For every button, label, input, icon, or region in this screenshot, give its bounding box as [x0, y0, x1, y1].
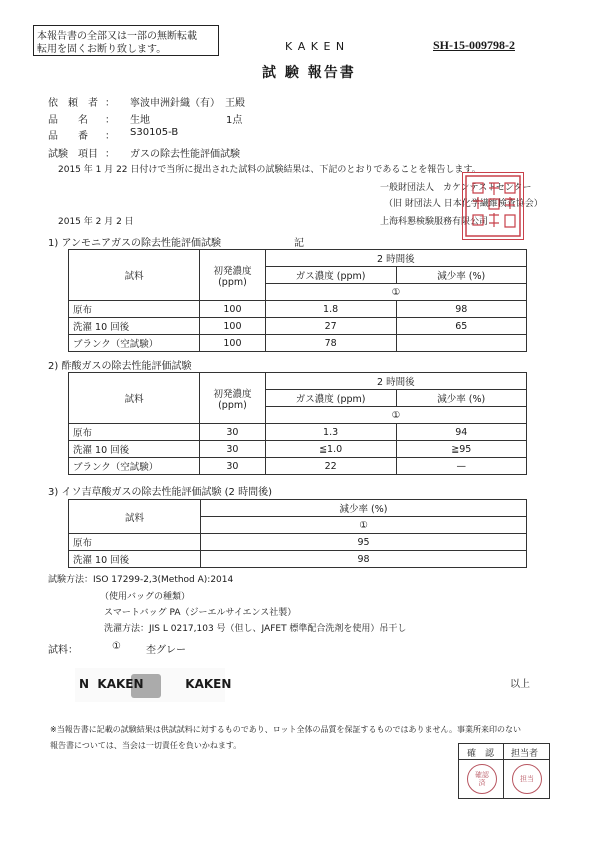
header-gas-conc: ガス濃度 (ppm) — [265, 267, 396, 284]
info-colon: ： — [105, 131, 115, 142]
issuer-branch: 上海科懇検験服務有限公司 — [380, 217, 489, 227]
table-row: 原布 95 — [69, 534, 527, 551]
report-date: 2015 年 2 月 2 日 — [58, 217, 134, 227]
info-value-number: S30105-B — [130, 127, 179, 138]
approval-confirm-label: 確 認 — [467, 749, 495, 759]
section2-title: 2) 酢酸ガスの除去性能評価試験 — [48, 361, 192, 372]
info-label-number: 品 番 — [48, 131, 88, 142]
footer-disclaimer-2: 報告書については、当会は一切責任を負いかねます。 — [50, 741, 242, 750]
table-row: 原布 30 1.3 94 — [69, 424, 527, 441]
notice-line-1: 本報告書の全部又は一部の無断転載 — [37, 31, 197, 42]
table-row: 洗濯 10 回後 30 ≦1.0 ≧95 — [69, 441, 527, 458]
method-bag-type-label: （使用バッグの種類） — [100, 592, 191, 602]
section1-title: 1) アンモニアガスの除去性能評価試験 — [48, 238, 221, 249]
info-value-test: ガスの除去性能評価試験 — [130, 149, 240, 160]
table-row: 洗濯 10 回後 100 27 65 — [69, 318, 527, 335]
intro-text: 2015 年 1 月 22 日付けで当所に提出された試料の試験結果は、下記のとおりであることを報告します。 — [58, 165, 481, 175]
acetic-acid-table — [68, 372, 527, 475]
table-row: ブランク（空試験） 100 78 — [69, 335, 527, 352]
approval-box — [458, 743, 550, 799]
sample-marker: ① — [112, 641, 121, 652]
header-initial-conc: 初発濃度 (ppm) — [200, 250, 265, 301]
table-row: ブランク（空試験） 30 22 — — [69, 458, 527, 475]
info-colon: ： — [105, 149, 115, 160]
header-initial-conc: 初発濃度 (ppm) — [200, 373, 265, 424]
header-gas-conc: ガス濃度 (ppm) — [265, 390, 396, 407]
approval-divider — [459, 759, 549, 760]
approval-person-label: 担当者 — [511, 749, 539, 759]
header-sample: 試料 — [69, 500, 201, 534]
document-title: 試 験 報告書 — [262, 65, 356, 81]
header-reduction: 減少率 (%) — [396, 267, 526, 284]
method-bag-type: スマートバッグ PA（ジーエルサイエンス社製） — [104, 608, 297, 618]
org-name: K A K E N — [285, 40, 346, 53]
notice-line-2: 転用を固くお断り致します。 — [37, 44, 167, 55]
info-label-client: 依 頼 者 — [48, 98, 98, 109]
method-washing: 洗濯方法：JIS L 0217,103 号（但し、JAFET 標準配合洗剤を使用）吊干し — [104, 624, 407, 634]
header-time: 2 時間後 — [265, 250, 526, 267]
info-colon: ： — [105, 115, 115, 126]
issuer-former: （旧 財団法人 日本化学繊維検査協会） — [384, 199, 543, 209]
end-mark: 以上 — [510, 679, 530, 690]
official-seal — [462, 172, 524, 240]
header-sample: 試料 — [69, 373, 200, 424]
approval-divider — [503, 744, 504, 798]
person-stamp: 担当 — [512, 764, 542, 794]
isovaleric-acid-table — [68, 499, 527, 568]
header-reduction: 減少率 (%) — [396, 390, 526, 407]
fabric-label-sample — [75, 668, 232, 702]
header-sample-marker: ① — [265, 284, 526, 301]
section3-title: 3) イソ吉草酸ガスの除去性能評価試験 (2 時間後) — [48, 487, 272, 498]
method-standard: 試験方法：ISO 17299-2,3(Method A):2014 — [48, 575, 234, 585]
footer-disclaimer-1: ※当報告書に記載の試験結果は供試試料に対するものであり、ロット全体の品質を保証するものではありません。事業所来印のない — [50, 725, 522, 734]
header-sample-marker: ① — [265, 407, 526, 424]
seal-graphic — [463, 173, 523, 239]
header-sample-marker: ① — [201, 517, 527, 534]
fabric-label-text: N KAKEN KAKEN — [79, 677, 232, 691]
header-reduction: 減少率 (%) — [201, 500, 527, 517]
confirm-stamp: 確認 済 — [467, 764, 497, 794]
info-label-item: 品 名 — [48, 115, 88, 126]
sample-label: 試料： — [48, 645, 78, 656]
table-row: 洗濯 10 回後 98 — [69, 551, 527, 568]
table-row: 原布 100 1.8 98 — [69, 301, 527, 318]
ammonia-table — [68, 249, 527, 352]
header-sample: 試料 — [69, 250, 200, 301]
ki-mark: 記 — [294, 238, 304, 249]
issuer-name: 一般財団法人 カケンテストセンター — [380, 183, 532, 193]
info-colon: ： — [105, 98, 115, 109]
header-time: 2 時間後 — [265, 373, 526, 390]
info-label-test: 試験 項目 — [48, 149, 98, 160]
sample-value: 杢グレー — [146, 645, 186, 656]
info-value-count: 1点 — [226, 115, 243, 126]
info-value-item: 生地 — [130, 115, 150, 126]
info-value-client: 寧波申洲針織（有） 王殿 — [130, 98, 245, 109]
document-number: SH-15-009798-2 — [433, 38, 515, 52]
